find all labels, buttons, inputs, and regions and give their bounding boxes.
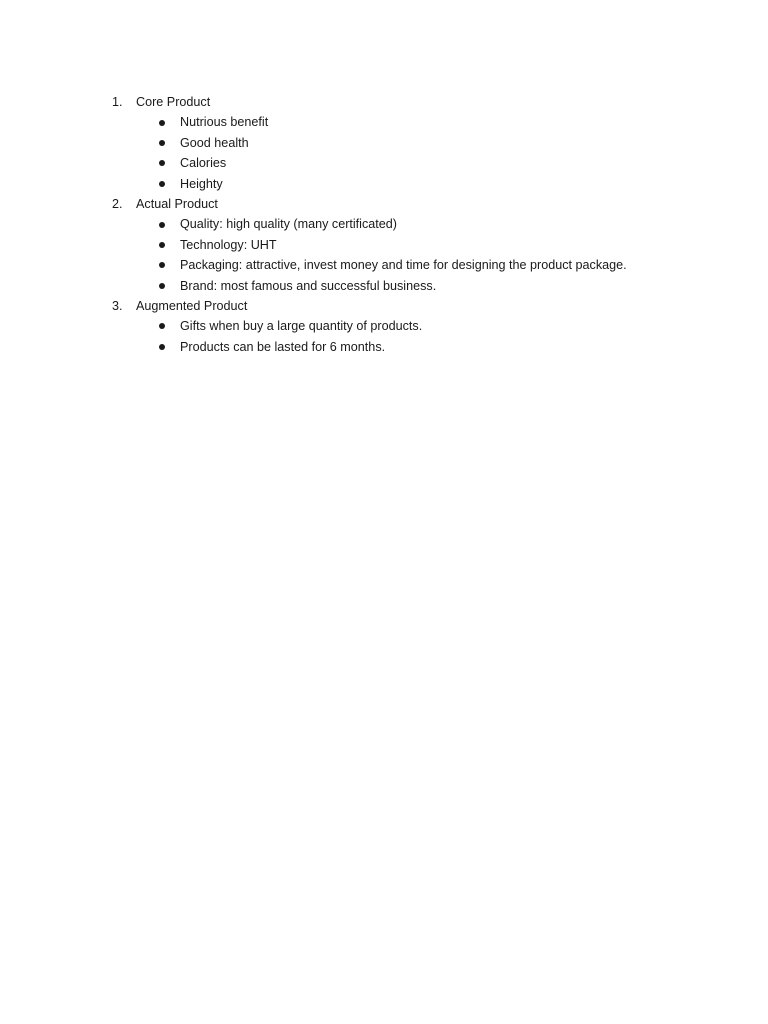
list-item	[112, 153, 627, 173]
list-item	[112, 316, 627, 336]
section-number: 3.	[112, 298, 123, 313]
list-item-text: Quality: high quality (many certificated)	[180, 217, 397, 232]
list-item-text: Nutrious benefit	[180, 115, 269, 130]
list-item-text: Heighty	[180, 176, 223, 191]
list-item	[112, 235, 627, 255]
list-item-text: Brand: most famous and successful business.	[180, 278, 437, 293]
section-label: Core Product	[136, 95, 211, 109]
list-item	[112, 112, 627, 132]
list-item	[112, 337, 627, 357]
bullet-icon	[159, 344, 165, 350]
bullet-icon	[159, 140, 165, 146]
list-item-text: Packaging: attractive, invest money and time for designing the product package.	[180, 258, 627, 273]
list-item-text: Gifts when buy a large quantity of products.	[180, 319, 423, 334]
section-number: 2.	[112, 196, 123, 211]
bullet-icon	[159, 262, 165, 268]
list-item	[112, 276, 627, 296]
list-item	[112, 255, 627, 275]
list-item	[112, 133, 627, 153]
bullet-icon	[159, 120, 165, 126]
bullet-list	[112, 214, 627, 296]
section-heading	[112, 92, 627, 112]
product-levels-list	[112, 92, 627, 357]
bullet-icon	[159, 283, 165, 289]
list-item-text: Good health	[180, 135, 249, 150]
list-item	[112, 174, 627, 194]
section-heading	[112, 296, 627, 316]
bullet-list	[112, 316, 627, 357]
list-item-text: Calories	[180, 156, 227, 171]
bullet-icon	[159, 181, 165, 187]
section-core-product	[112, 92, 627, 194]
section-augmented-product	[112, 296, 627, 357]
bullet-icon	[159, 242, 165, 248]
list-item-text: Products can be lasted for 6 months.	[180, 339, 386, 354]
list-item-text: Technology: UHT	[180, 237, 277, 252]
section-number: 1.	[112, 95, 123, 109]
section-label: Augmented Product	[136, 298, 248, 313]
bullet-list	[112, 112, 627, 194]
bullet-icon	[159, 323, 165, 329]
section-heading	[112, 194, 627, 214]
section-label: Actual Product	[136, 196, 218, 211]
section-actual-product	[112, 194, 627, 296]
bullet-icon	[159, 222, 165, 228]
list-item	[112, 214, 627, 234]
bullet-icon	[159, 160, 165, 166]
